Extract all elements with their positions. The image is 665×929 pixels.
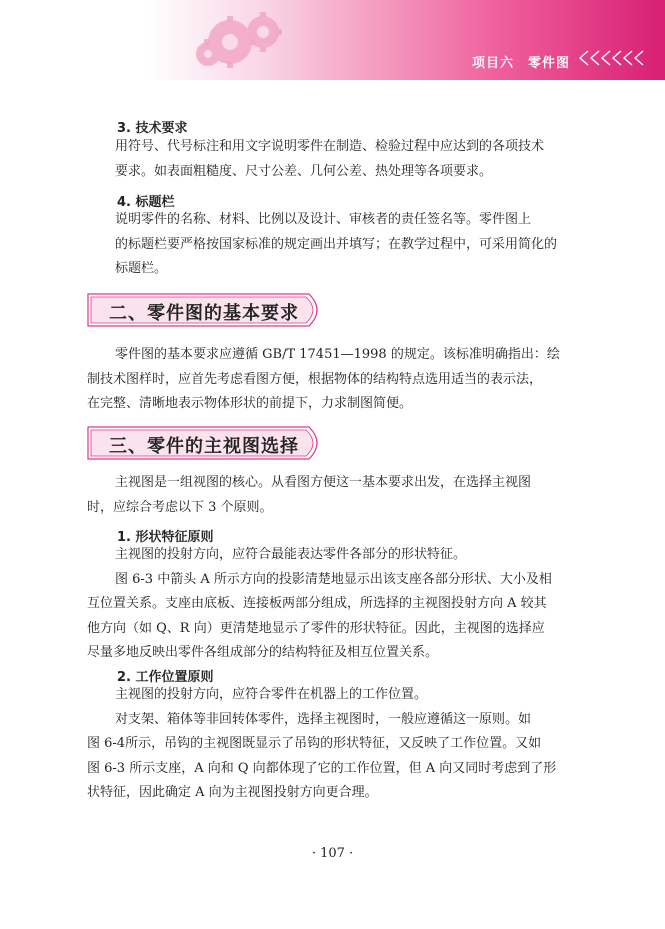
section-title: 三、零件的主视图选择 (109, 436, 299, 457)
chevrons-decoration-icon (578, 49, 650, 67)
text-line: 主视图是一组视图的核心。从看图方便这一基本要求出发，在选择主视图 (115, 475, 532, 490)
text-line: 在完整、清晰地表示物体形状的前提下，力求制图简便。 (87, 396, 413, 411)
section-title: 二、零件图的基本要求 (109, 303, 299, 324)
heading-technical-requirements: 3. 技术要求 (117, 121, 188, 136)
gears-decoration-icon (178, 2, 298, 74)
text-line: 要求。如表面粗糙度、尺寸公差、几何公差、热处理等各项要求。 (115, 163, 493, 179)
paragraph-main-view (87, 471, 585, 520)
text-line: 用符号、代号标注和用文字说明零件在制造、检验过程中应达到的各项技术 (115, 139, 545, 154)
text-line: 主视图的投射方向，应符合零件在机器上的工作位置。 (115, 687, 428, 702)
text-line: 说明零件的名称、材料、比例以及设计、审核者的责任签名等。零件图上 (115, 212, 532, 227)
text-line: 尽量多地反映出零件各组成部分的结构特征及相互位置关系。 (87, 645, 439, 660)
chapter-title: 项目六 零件图 (472, 56, 571, 71)
paragraph-technical-requirements (115, 135, 585, 184)
text-line: 图 6-4所示，吊钩的主视图既显示了吊钩的形状特征，又反映了工作位置。又如 (87, 736, 542, 751)
paragraph-shape-feature (87, 543, 585, 666)
text-line: 制技术图样时，应首先考虑看图方便，根据物体的结构特点选用适当的表示法， (87, 371, 543, 387)
heading-working-position: 2. 工作位置原则 (117, 670, 214, 685)
text-line: 对支架、箱体等非回转体零件，选择主视图时，一般应遵循这一原则。如 (115, 711, 532, 727)
text-line: 时，应综合考虑以下 3 个原则。 (87, 499, 273, 515)
text-line: 图 6-3 所示支座，A 向和 Q 向都体现了它的工作位置，但 A 向又同时考虑到了形 (87, 760, 557, 776)
heading-title-block: 4. 标题栏 (117, 195, 175, 210)
text-line: 零件图的基本要求应遵循 GB/T 17451—1998 的规定。该标准明确指出：绘 (115, 347, 560, 362)
paragraph-basic-requirements (87, 343, 585, 417)
text-line: 状特征，因此确定 A 向为主视图投射方向更合理。 (87, 785, 378, 800)
page-number: · 107 · (311, 846, 354, 861)
text-line: 图 6-3 中箭头 A 所示方向的投影清楚地显示出该支座各部分形状、大小及相 (115, 571, 552, 587)
page-header (0, 0, 665, 80)
section-banner-main-view (87, 426, 327, 460)
heading-shape-feature: 1. 形状特征原则 (117, 530, 214, 545)
text-line: 标题栏。 (115, 261, 168, 276)
paragraph-working-position (87, 683, 585, 806)
text-line: 的标题栏要严格按国家标准的规定画出并填写；在教学过程中，可采用简化的 (115, 236, 558, 252)
text-line: 互位置关系。支座由底板、连接板两部分组成，所选择的主视图投射方向 A 较其 (87, 596, 547, 611)
text-line: 主视图的投射方向，应符合最能表达零件各部分的形状特征。 (115, 547, 467, 562)
text-line: 他方向（如 Q、R 向）更清楚地显示了零件的形状特征。因此，主视图的选择应 (87, 620, 545, 636)
paragraph-title-block (115, 208, 585, 282)
section-banner-basic-requirements (87, 293, 327, 327)
